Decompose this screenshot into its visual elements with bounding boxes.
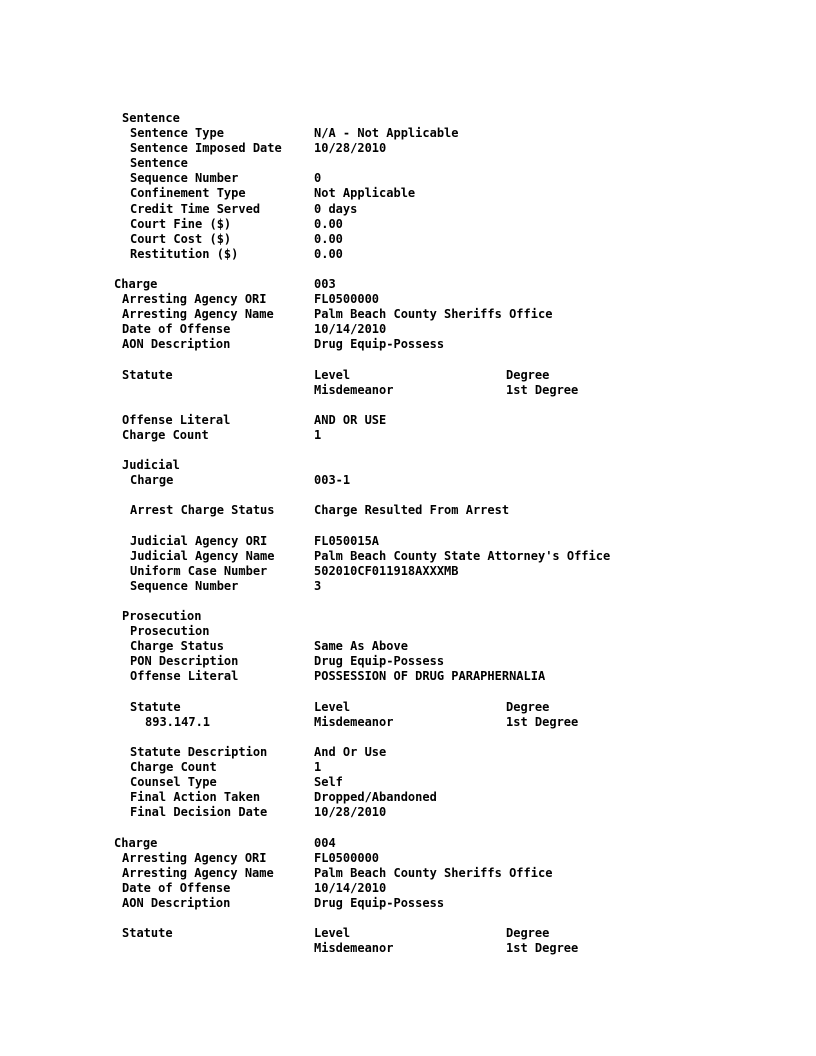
field-value: FL050015A bbox=[314, 533, 380, 548]
field-value: 502010CF011918AXXXMB bbox=[314, 563, 459, 578]
arresting-agency-name-row bbox=[0, 307, 816, 322]
column-header: Statute bbox=[130, 699, 181, 714]
field-label: PON Description bbox=[130, 654, 239, 669]
charge-004-row bbox=[0, 836, 816, 851]
sentence-imposed-date-row bbox=[0, 141, 816, 156]
arresting-agency-ori-row bbox=[0, 292, 816, 307]
field-value: 003-1 bbox=[314, 473, 351, 488]
judicial-sequence-row bbox=[0, 579, 816, 594]
column-header: Degree bbox=[506, 926, 550, 941]
aon-description-row bbox=[0, 337, 816, 352]
section-heading: Prosecution bbox=[122, 609, 202, 624]
field-value: Palm Beach County Sheriffs Office bbox=[314, 307, 553, 322]
field-value: 3 bbox=[314, 578, 322, 593]
field-value: Charge Resulted From Arrest bbox=[314, 503, 510, 518]
column-header: Degree bbox=[506, 367, 550, 382]
field-label: Charge Count bbox=[122, 427, 209, 442]
field-value: AND OR USE bbox=[314, 412, 387, 427]
field-label: AON Description bbox=[122, 337, 231, 352]
field-value: 0 days bbox=[314, 201, 358, 216]
field-value: Palm Beach County State Attorney's Office bbox=[314, 548, 611, 563]
sentence-confinement-row bbox=[0, 186, 816, 201]
field-label: Statute Description bbox=[130, 744, 268, 759]
statute-header-row bbox=[0, 926, 816, 941]
field-label: Arrest Charge Status bbox=[130, 503, 275, 518]
field-value: 10/28/2010 bbox=[314, 141, 387, 156]
charge-003-row bbox=[0, 277, 816, 292]
field-label: Final Action Taken bbox=[130, 790, 261, 805]
field-value: Same As Above bbox=[314, 639, 408, 654]
field-label: Charge Count bbox=[130, 760, 217, 775]
statute-value-row bbox=[0, 383, 816, 398]
field-label: Uniform Case Number bbox=[130, 563, 268, 578]
arresting-agency-name-row bbox=[0, 866, 816, 881]
field-value: 1st Degree bbox=[506, 382, 579, 397]
statute-number: 893.147.1 bbox=[145, 714, 211, 729]
field-label: Arresting Agency Name bbox=[122, 865, 274, 880]
column-header: Level bbox=[314, 926, 351, 941]
charge-heading: Charge bbox=[114, 835, 158, 850]
column-header: Level bbox=[314, 699, 351, 714]
field-label: Charge bbox=[130, 473, 174, 488]
field-value: FL0500000 bbox=[314, 292, 380, 307]
field-label: Arresting Agency ORI bbox=[122, 850, 267, 865]
field-value: Not Applicable bbox=[314, 186, 416, 201]
field-value: 10/14/2010 bbox=[314, 322, 387, 337]
final-action-row bbox=[0, 790, 816, 805]
field-value: Self bbox=[314, 775, 343, 790]
field-value: Misdemeanor bbox=[314, 941, 394, 956]
field-value: 1st Degree bbox=[506, 941, 579, 956]
judicial-heading-row bbox=[0, 458, 816, 473]
field-label: Offense Literal bbox=[122, 412, 231, 427]
blank-row bbox=[0, 353, 816, 368]
field-label: Arresting Agency ORI bbox=[122, 292, 267, 307]
charge-number: 003 bbox=[314, 277, 336, 292]
column-header: Statute bbox=[122, 926, 173, 941]
sentence-restitution-row bbox=[0, 247, 816, 262]
arrest-charge-status-row bbox=[0, 503, 816, 518]
arresting-agency-ori-row bbox=[0, 851, 816, 866]
field-value: 1 bbox=[314, 760, 322, 775]
blank-row bbox=[0, 730, 816, 745]
prosecution-statute-header-row bbox=[0, 700, 816, 715]
criminal-history-document bbox=[0, 111, 816, 956]
prosecution-statute-value-row bbox=[0, 715, 816, 730]
field-label: Court Fine ($) bbox=[130, 216, 232, 231]
field-value: FL0500000 bbox=[314, 850, 380, 865]
charge-status-row bbox=[0, 639, 816, 654]
statute-header-row bbox=[0, 368, 816, 383]
charge-count-row bbox=[0, 428, 816, 443]
statute-value-row bbox=[0, 941, 816, 956]
uniform-case-number-row bbox=[0, 564, 816, 579]
charge-heading: Charge bbox=[114, 277, 158, 292]
column-header: Statute bbox=[122, 367, 173, 382]
field-label: Judicial Agency ORI bbox=[130, 533, 268, 548]
sentence-fine-row bbox=[0, 217, 816, 232]
aon-description-row bbox=[0, 896, 816, 911]
field-label: Sequence Number bbox=[130, 171, 239, 186]
field-value: And Or Use bbox=[314, 744, 387, 759]
field-label: Sentence bbox=[130, 156, 188, 171]
field-label: Date of Offense bbox=[122, 322, 231, 337]
field-value: Drug Equip-Possess bbox=[314, 895, 445, 910]
field-label: Date of Offense bbox=[122, 880, 231, 895]
blank-row bbox=[0, 488, 816, 503]
field-value: 10/14/2010 bbox=[314, 880, 387, 895]
blank-row bbox=[0, 519, 816, 534]
sentence-sequence-row bbox=[0, 171, 816, 186]
judicial-agency-name-row bbox=[0, 549, 816, 564]
date-of-offense-row bbox=[0, 881, 816, 896]
blank-row bbox=[0, 820, 816, 835]
section-heading: Sentence bbox=[122, 111, 180, 125]
blank-row bbox=[0, 262, 816, 277]
sentence-type-row bbox=[0, 126, 816, 141]
prosecution-offense-literal-row bbox=[0, 669, 816, 684]
field-value: 0.00 bbox=[314, 231, 343, 246]
column-header: Level bbox=[314, 367, 351, 382]
field-value: Drug Equip-Possess bbox=[314, 654, 445, 669]
section-subheading: Prosecution bbox=[130, 624, 210, 639]
field-label: Restitution ($) bbox=[130, 246, 239, 261]
statute-description-row bbox=[0, 745, 816, 760]
judicial-agency-ori-row bbox=[0, 534, 816, 549]
field-value: Drug Equip-Possess bbox=[314, 337, 445, 352]
field-label: Charge Status bbox=[130, 639, 224, 654]
field-value: POSSESSION OF DRUG PARAPHERNALIA bbox=[314, 669, 546, 684]
field-value: 1st Degree bbox=[506, 714, 579, 729]
prosecution-heading-row bbox=[0, 609, 816, 624]
field-value: Misdemeanor bbox=[314, 714, 394, 729]
blank-row bbox=[0, 685, 816, 700]
prosecution-charge-count-row bbox=[0, 760, 816, 775]
field-label: Offense Literal bbox=[130, 669, 239, 684]
blank-row bbox=[0, 443, 816, 458]
blank-row bbox=[0, 911, 816, 926]
field-value: Palm Beach County Sheriffs Office bbox=[314, 865, 553, 880]
pon-description-row bbox=[0, 654, 816, 669]
field-label: Arresting Agency Name bbox=[122, 307, 274, 322]
section-heading: Judicial bbox=[122, 458, 180, 473]
date-of-offense-row bbox=[0, 322, 816, 337]
blank-row bbox=[0, 398, 816, 413]
counsel-type-row bbox=[0, 775, 816, 790]
field-value: Dropped/Abandoned bbox=[314, 790, 437, 805]
field-label: Sequence Number bbox=[130, 578, 239, 593]
field-value: N/A - Not Applicable bbox=[314, 126, 459, 141]
field-label: Sentence Imposed Date bbox=[130, 141, 282, 156]
field-value: 0 bbox=[314, 171, 322, 186]
sentence-cost-row bbox=[0, 232, 816, 247]
field-label: Judicial Agency Name bbox=[130, 548, 275, 563]
blank-row bbox=[0, 594, 816, 609]
field-label: Counsel Type bbox=[130, 775, 217, 790]
field-label: Final Decision Date bbox=[130, 805, 268, 820]
field-value: 1 bbox=[314, 427, 322, 442]
prosecution-subheading-row bbox=[0, 624, 816, 639]
sentence-credit-row bbox=[0, 202, 816, 217]
field-value: 0.00 bbox=[314, 216, 343, 231]
charge-number: 004 bbox=[314, 835, 336, 850]
sentence-label-row bbox=[0, 156, 816, 171]
sentence-heading-row bbox=[0, 111, 816, 126]
field-label: Court Cost ($) bbox=[130, 231, 232, 246]
judicial-charge-row bbox=[0, 473, 816, 488]
field-label: Confinement Type bbox=[130, 186, 246, 201]
field-label: AON Description bbox=[122, 895, 231, 910]
field-label: Credit Time Served bbox=[130, 201, 261, 216]
field-label: Sentence Type bbox=[130, 126, 224, 141]
final-decision-date-row bbox=[0, 805, 816, 820]
field-value: Misdemeanor bbox=[314, 382, 394, 397]
field-value: 0.00 bbox=[314, 246, 343, 261]
field-value: 10/28/2010 bbox=[314, 805, 387, 820]
offense-literal-row bbox=[0, 413, 816, 428]
column-header: Degree bbox=[506, 699, 550, 714]
